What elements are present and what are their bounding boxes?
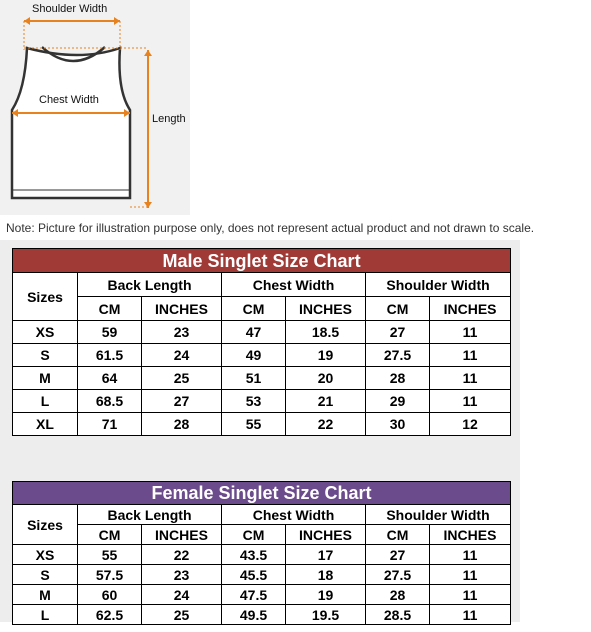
shoulder-width-inches-cell: 12 — [430, 413, 511, 436]
table-row — [13, 545, 511, 565]
chest-width-inches-cell: 22 — [286, 413, 366, 436]
inches-header: INCHES — [142, 297, 222, 321]
shoulder-width-label: Shoulder Width — [32, 3, 108, 15]
size-cell: M — [13, 367, 78, 390]
inches-header: INCHES — [142, 525, 222, 545]
back-length-cm-cell: 55 — [78, 545, 142, 565]
back-length-cm-cell: 64 — [78, 367, 142, 390]
shoulder-width-inches-cell: 11 — [430, 585, 511, 605]
inches-header: INCHES — [286, 297, 366, 321]
male-size-chart — [12, 248, 511, 436]
shoulder-width-header: Shoulder Width — [366, 273, 511, 297]
chest-width-header: Chest Width — [222, 505, 366, 525]
back-length-inches-cell: 22 — [142, 545, 222, 565]
table-row — [13, 605, 511, 625]
table-row — [13, 390, 511, 413]
singlet-outline — [12, 48, 130, 198]
back-length-header: Back Length — [78, 273, 222, 297]
cm-header: CM — [222, 525, 286, 545]
shoulder-width-cm-cell: 28.5 — [366, 605, 430, 625]
shoulder-width-inches-cell: 11 — [430, 367, 511, 390]
chest-width-inches-cell: 19.5 — [286, 605, 366, 625]
back-length-header: Back Length — [78, 505, 222, 525]
shoulder-width-inches-cell: 11 — [430, 545, 511, 565]
chest-width-inches-cell: 18 — [286, 565, 366, 585]
table-row — [13, 413, 511, 436]
back-length-inches-cell: 25 — [142, 605, 222, 625]
chest-width-inches-cell: 19 — [286, 585, 366, 605]
shoulder-width-inches-cell: 11 — [430, 565, 511, 585]
chest-width-inches-cell: 18.5 — [286, 321, 366, 344]
size-cell: L — [13, 605, 78, 625]
singlet-illustration — [0, 0, 200, 215]
chest-width-inches-cell: 17 — [286, 545, 366, 565]
sizes-header: Sizes — [13, 505, 78, 545]
shoulder-width-inches-cell: 11 — [430, 605, 511, 625]
shoulder-width-cm-cell: 27.5 — [366, 344, 430, 367]
length-arrow-head-top — [144, 50, 152, 56]
back-length-cm-cell: 68.5 — [78, 390, 142, 413]
female-size-chart — [12, 481, 511, 625]
shoulder-width-cm-cell: 27 — [366, 321, 430, 344]
shoulder-width-inches-cell: 11 — [430, 321, 511, 344]
shoulder-width-cm-cell: 28 — [366, 585, 430, 605]
table-row — [13, 321, 511, 344]
size-cell: XL — [13, 413, 78, 436]
size-cell: L — [13, 390, 78, 413]
chart-title: Male Singlet Size Chart — [13, 249, 511, 273]
shoulder-width-cm-cell: 30 — [366, 413, 430, 436]
back-length-cm-cell: 71 — [78, 413, 142, 436]
chest-width-cm-cell: 47.5 — [222, 585, 286, 605]
chest-width-cm-cell: 51 — [222, 367, 286, 390]
shoulder-width-cm-cell: 27 — [366, 545, 430, 565]
cm-header: CM — [366, 297, 430, 321]
shoulder-width-inches-cell: 11 — [430, 390, 511, 413]
chest-width-cm-cell: 53 — [222, 390, 286, 413]
inches-header: INCHES — [430, 525, 511, 545]
shoulder-width-inches-cell: 11 — [430, 344, 511, 367]
chest-width-label: Chest Width — [39, 94, 99, 106]
chest-width-inches-cell: 20 — [286, 367, 366, 390]
size-cell: M — [13, 585, 78, 605]
chest-width-cm-cell: 47 — [222, 321, 286, 344]
chest-width-inches-cell: 21 — [286, 390, 366, 413]
chest-width-cm-cell: 45.5 — [222, 565, 286, 585]
cm-header: CM — [222, 297, 286, 321]
chest-width-inches-cell: 19 — [286, 344, 366, 367]
cm-header: CM — [366, 525, 430, 545]
shoulder-arrow-head-left — [24, 17, 30, 25]
inches-header: INCHES — [286, 525, 366, 545]
back-length-cm-cell: 62.5 — [78, 605, 142, 625]
back-length-cm-cell: 57.5 — [78, 565, 142, 585]
table-row — [13, 367, 511, 390]
chart-title: Female Singlet Size Chart — [13, 482, 511, 505]
back-length-cm-cell: 59 — [78, 321, 142, 344]
chest-width-cm-cell: 49 — [222, 344, 286, 367]
size-cell: XS — [13, 321, 78, 344]
size-cell: XS — [13, 545, 78, 565]
chest-width-cm-cell: 43.5 — [222, 545, 286, 565]
size-cell: S — [13, 344, 78, 367]
back-length-cm-cell: 61.5 — [78, 344, 142, 367]
table-row — [13, 585, 511, 605]
back-length-inches-cell: 24 — [142, 585, 222, 605]
back-length-cm-cell: 60 — [78, 585, 142, 605]
chest-width-cm-cell: 55 — [222, 413, 286, 436]
shoulder-width-cm-cell: 27.5 — [366, 565, 430, 585]
shoulder-width-cm-cell: 28 — [366, 367, 430, 390]
back-length-inches-cell: 23 — [142, 321, 222, 344]
inches-header: INCHES — [430, 297, 511, 321]
size-cell: S — [13, 565, 78, 585]
back-length-inches-cell: 27 — [142, 390, 222, 413]
cm-header: CM — [78, 297, 142, 321]
chest-width-cm-cell: 49.5 — [222, 605, 286, 625]
back-length-inches-cell: 25 — [142, 367, 222, 390]
chest-width-header: Chest Width — [222, 273, 366, 297]
back-length-inches-cell: 23 — [142, 565, 222, 585]
back-length-inches-cell: 24 — [142, 344, 222, 367]
shoulder-width-cm-cell: 29 — [366, 390, 430, 413]
table-row — [13, 344, 511, 367]
shoulder-width-header: Shoulder Width — [366, 505, 511, 525]
shoulder-arrow-head-right — [114, 17, 120, 25]
illustration-note: Note: Picture for illustration purpose only, does not represent actual product and not drawn to scale. — [6, 221, 535, 235]
table-row — [13, 565, 511, 585]
singlet-diagram — [0, 0, 200, 215]
cm-header: CM — [78, 525, 142, 545]
back-length-inches-cell: 28 — [142, 413, 222, 436]
sizes-header: Sizes — [13, 273, 78, 321]
length-label: Length — [152, 113, 186, 125]
